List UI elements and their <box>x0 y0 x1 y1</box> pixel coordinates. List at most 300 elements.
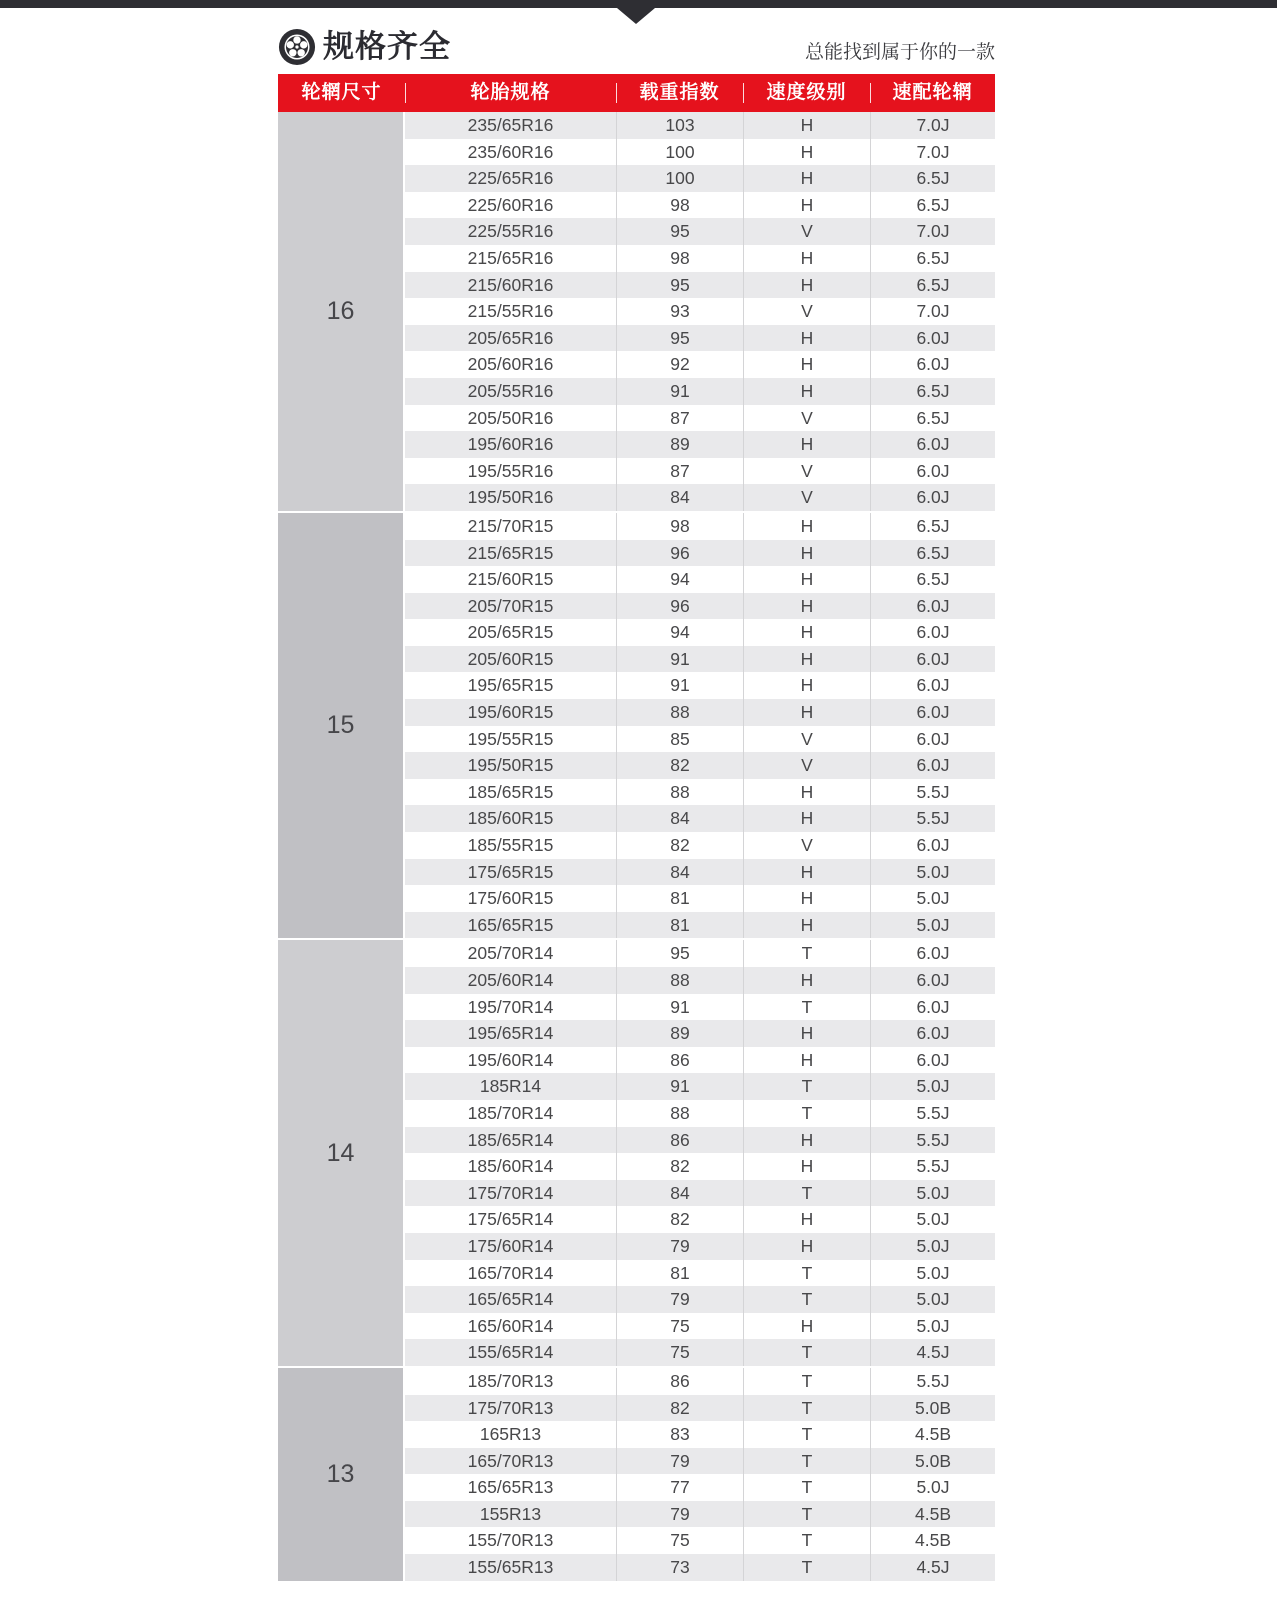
load-index-cell: 82 <box>616 752 743 779</box>
tire-spec-cell: 205/60R16 <box>467 354 554 375</box>
load-index-cell: 92 <box>616 351 743 378</box>
speed-rating-cell: H <box>743 192 870 219</box>
speed-rating-cell: H <box>743 672 870 699</box>
table-row <box>405 646 995 673</box>
column-header-speed-rating: 速度级别 <box>743 74 870 112</box>
speed-rating-cell: T <box>743 1554 870 1581</box>
matched-rim-cell: 6.0J <box>870 752 995 779</box>
matched-rim-cell: 4.5J <box>870 1554 995 1581</box>
tire-spec-cell: 185/60R15 <box>467 808 554 829</box>
section-title-block <box>278 27 451 67</box>
load-index-cell: 82 <box>616 832 743 859</box>
speed-rating-cell: H <box>743 805 870 832</box>
table-row <box>405 272 995 299</box>
table-row <box>405 859 995 886</box>
load-index-cell: 88 <box>616 699 743 726</box>
matched-rim-cell: 6.5J <box>870 378 995 405</box>
load-index-cell: 81 <box>616 885 743 912</box>
rim-size-group <box>278 940 995 1366</box>
load-index-cell: 86 <box>616 1368 743 1395</box>
tire-spec-cell: 205/70R14 <box>467 943 554 964</box>
tire-spec-cell: 235/65R16 <box>467 115 554 135</box>
load-index-cell: 75 <box>616 1313 743 1340</box>
rim-size-label: 15 <box>278 513 403 939</box>
table-row <box>405 1448 995 1475</box>
tire-spec-cell: 195/70R14 <box>467 996 554 1017</box>
speed-rating-cell: T <box>743 1421 870 1448</box>
load-index-cell: 95 <box>616 325 743 352</box>
speed-rating-cell: T <box>743 994 870 1021</box>
table-row <box>405 885 995 912</box>
tire-spec-cell: 215/60R15 <box>467 569 554 590</box>
matched-rim-cell: 7.0J <box>870 112 995 139</box>
matched-rim-cell: 6.0J <box>870 832 995 859</box>
spec-section <box>278 8 995 1581</box>
table-row <box>405 405 995 432</box>
tire-spec-cell: 155/65R13 <box>467 1557 554 1578</box>
table-row <box>405 1527 995 1554</box>
table-row <box>405 431 995 458</box>
load-index-cell: 88 <box>616 967 743 994</box>
load-index-cell: 85 <box>616 726 743 753</box>
table-row <box>405 1395 995 1422</box>
tire-spec-cell: 205/60R14 <box>467 970 554 990</box>
table-row <box>405 1100 995 1127</box>
table-row <box>405 484 995 511</box>
matched-rim-cell: 7.0J <box>870 218 995 245</box>
load-index-cell: 88 <box>616 779 743 806</box>
speed-rating-cell: T <box>743 1448 870 1475</box>
load-index-cell: 82 <box>616 1153 743 1180</box>
matched-rim-cell: 6.5J <box>870 405 995 432</box>
matched-rim-cell: 6.5J <box>870 192 995 219</box>
matched-rim-cell: 6.0J <box>870 726 995 753</box>
matched-rim-cell: 6.0J <box>870 1047 995 1074</box>
table-row <box>405 726 995 753</box>
speed-rating-cell: T <box>743 1501 870 1528</box>
table-row <box>405 192 995 219</box>
table-row <box>405 1020 995 1047</box>
speed-rating-cell: H <box>743 1020 870 1047</box>
matched-rim-cell: 6.5J <box>870 513 995 540</box>
load-index-cell: 75 <box>616 1339 743 1366</box>
speed-rating-cell: V <box>743 726 870 753</box>
matched-rim-cell: 5.5J <box>870 1368 995 1395</box>
table-row <box>405 805 995 832</box>
load-index-cell: 88 <box>616 1100 743 1127</box>
load-index-cell: 84 <box>616 484 743 511</box>
tire-spec-cell: 215/55R16 <box>467 301 554 322</box>
speed-rating-cell: T <box>743 1474 870 1501</box>
speed-rating-cell: T <box>743 1100 870 1127</box>
matched-rim-cell: 4.5J <box>870 1339 995 1366</box>
matched-rim-cell: 5.5J <box>870 1100 995 1127</box>
tire-spec-cell: 185/55R15 <box>467 835 554 856</box>
table-row <box>405 351 995 378</box>
rim-size-group <box>278 513 995 939</box>
load-index-cell: 98 <box>616 245 743 272</box>
tire-spec-cell: 205/70R15 <box>467 595 554 616</box>
speed-rating-cell: T <box>743 1339 870 1366</box>
matched-rim-cell: 5.0J <box>870 1313 995 1340</box>
matched-rim-cell: 6.0J <box>870 646 995 673</box>
table-row <box>405 1474 995 1501</box>
matched-rim-cell: 5.0B <box>870 1448 995 1475</box>
speed-rating-cell: H <box>743 912 870 939</box>
table-row <box>405 378 995 405</box>
load-index-cell: 100 <box>616 165 743 192</box>
matched-rim-cell: 6.5J <box>870 272 995 299</box>
table-row <box>405 1260 995 1287</box>
table-row <box>405 1501 995 1528</box>
load-index-cell: 79 <box>616 1286 743 1313</box>
table-row <box>405 1421 995 1448</box>
speed-rating-cell: H <box>743 351 870 378</box>
speed-rating-cell: H <box>743 1233 870 1260</box>
matched-rim-cell: 6.0J <box>870 994 995 1021</box>
matched-rim-cell: 5.0J <box>870 1180 995 1207</box>
table-header-row <box>278 74 995 112</box>
load-index-cell: 73 <box>616 1554 743 1581</box>
tire-spec-cell: 185/65R14 <box>467 1129 554 1150</box>
tire-spec-cell: 205/55R16 <box>467 380 554 401</box>
load-index-cell: 103 <box>616 112 743 139</box>
matched-rim-cell: 6.0J <box>870 458 995 485</box>
tire-spec-cell: 225/65R16 <box>467 168 554 189</box>
matched-rim-cell: 5.0J <box>870 1206 995 1233</box>
load-index-cell: 87 <box>616 405 743 432</box>
rim-size-label: 14 <box>278 940 403 1366</box>
rim-size-group <box>278 112 995 511</box>
tire-spec-cell: 195/60R15 <box>467 702 554 723</box>
tire-spec-cell: 175/65R15 <box>467 861 554 882</box>
column-header-tire-spec: 轮胎规格 <box>405 74 616 112</box>
speed-rating-cell: V <box>743 405 870 432</box>
load-index-cell: 83 <box>616 1421 743 1448</box>
matched-rim-cell: 7.0J <box>870 298 995 325</box>
load-index-cell: 94 <box>616 566 743 593</box>
table-row <box>405 994 995 1021</box>
tire-spec-cell: 215/65R15 <box>467 542 554 563</box>
section-subtitle: 总能找到属于你的一款 <box>804 42 995 63</box>
table-row <box>405 699 995 726</box>
speed-rating-cell: T <box>743 1073 870 1100</box>
matched-rim-cell: 6.0J <box>870 1020 995 1047</box>
speed-rating-cell: H <box>743 619 870 646</box>
table-row <box>405 752 995 779</box>
tire-spec-cell: 205/65R15 <box>467 622 554 643</box>
speed-rating-cell: V <box>743 484 870 511</box>
tire-spec-cell: 195/55R15 <box>467 728 554 749</box>
matched-rim-cell: 6.5J <box>870 540 995 567</box>
speed-rating-cell: H <box>743 967 870 994</box>
table-row <box>405 165 995 192</box>
table-row <box>405 139 995 166</box>
speed-rating-cell: H <box>743 885 870 912</box>
matched-rim-cell: 6.0J <box>870 484 995 511</box>
load-index-cell: 95 <box>616 940 743 967</box>
load-index-cell: 86 <box>616 1127 743 1154</box>
speed-rating-cell: V <box>743 752 870 779</box>
tire-spec-cell: 155/70R13 <box>467 1530 554 1551</box>
tire-spec-cell: 205/65R16 <box>467 327 554 348</box>
speed-rating-cell: T <box>743 1260 870 1287</box>
table-row <box>405 1180 995 1207</box>
column-header-load-index: 载重指数 <box>616 74 743 112</box>
section-header <box>278 27 995 67</box>
tire-spec-cell: 205/50R16 <box>467 407 554 428</box>
wheel-icon <box>278 28 316 66</box>
table-row <box>405 1313 995 1340</box>
speed-rating-cell: H <box>743 540 870 567</box>
load-index-cell: 75 <box>616 1527 743 1554</box>
matched-rim-cell: 6.0J <box>870 593 995 620</box>
matched-rim-cell: 6.5J <box>870 165 995 192</box>
speed-rating-cell: H <box>743 1206 870 1233</box>
load-index-cell: 77 <box>616 1474 743 1501</box>
table-row <box>405 566 995 593</box>
column-header-matched-rim: 速配轮辋 <box>870 74 995 112</box>
tire-spec-cell: 165/60R14 <box>467 1315 554 1336</box>
tire-spec-cell: 195/50R15 <box>467 755 554 776</box>
speed-rating-cell: T <box>743 940 870 967</box>
table-row <box>405 779 995 806</box>
group-rows <box>405 1368 995 1581</box>
load-index-cell: 93 <box>616 298 743 325</box>
tire-spec-cell: 215/65R16 <box>467 247 554 268</box>
matched-rim-cell: 5.0J <box>870 885 995 912</box>
table-row <box>405 1368 995 1395</box>
matched-rim-cell: 6.0J <box>870 940 995 967</box>
speed-rating-cell: H <box>743 779 870 806</box>
matched-rim-cell: 6.5J <box>870 245 995 272</box>
tire-spec-cell: 155/65R14 <box>467 1342 554 1363</box>
table-row <box>405 1047 995 1074</box>
speed-rating-cell: H <box>743 139 870 166</box>
tire-spec-cell: 225/60R16 <box>467 194 554 215</box>
load-index-cell: 98 <box>616 192 743 219</box>
table-row <box>405 832 995 859</box>
load-index-cell: 91 <box>616 672 743 699</box>
speed-rating-cell: H <box>743 245 870 272</box>
tire-spec-cell: 165R13 <box>479 1424 542 1445</box>
matched-rim-cell: 4.5B <box>870 1421 995 1448</box>
speed-rating-cell: H <box>743 112 870 139</box>
load-index-cell: 82 <box>616 1395 743 1422</box>
load-index-cell: 94 <box>616 619 743 646</box>
table-row <box>405 619 995 646</box>
speed-rating-cell: T <box>743 1180 870 1207</box>
tire-spec-cell: 175/65R14 <box>467 1209 554 1230</box>
tire-spec-cell: 185/60R14 <box>467 1156 554 1177</box>
matched-rim-cell: 5.0J <box>870 912 995 939</box>
load-index-cell: 84 <box>616 1180 743 1207</box>
table-row <box>405 1233 995 1260</box>
tire-spec-cell: 175/70R13 <box>467 1397 554 1418</box>
speed-rating-cell: H <box>743 165 870 192</box>
matched-rim-cell: 6.0J <box>870 325 995 352</box>
table-row <box>405 1153 995 1180</box>
tire-spec-cell: 195/50R16 <box>467 487 554 508</box>
matched-rim-cell: 6.0J <box>870 672 995 699</box>
table-row <box>405 1554 995 1581</box>
tire-spec-cell: 165/65R13 <box>467 1477 554 1498</box>
table-row <box>405 112 995 139</box>
tire-spec-cell: 195/60R16 <box>467 434 554 455</box>
table-row <box>405 540 995 567</box>
speed-rating-cell: H <box>743 325 870 352</box>
matched-rim-cell: 5.0J <box>870 859 995 886</box>
tire-spec-cell: 215/60R16 <box>467 274 554 295</box>
group-rows <box>405 112 995 511</box>
tire-spec-cell: 165/65R14 <box>467 1289 554 1310</box>
speed-rating-cell: H <box>743 378 870 405</box>
speed-rating-cell: H <box>743 1153 870 1180</box>
matched-rim-cell: 5.0J <box>870 1286 995 1313</box>
load-index-cell: 100 <box>616 139 743 166</box>
speed-rating-cell: H <box>743 431 870 458</box>
load-index-cell: 89 <box>616 431 743 458</box>
speed-rating-cell: H <box>743 859 870 886</box>
load-index-cell: 96 <box>616 593 743 620</box>
rim-size-label: 16 <box>278 112 403 511</box>
table-row <box>405 458 995 485</box>
load-index-cell: 84 <box>616 805 743 832</box>
load-index-cell: 87 <box>616 458 743 485</box>
rim-size-label: 13 <box>278 1368 403 1581</box>
top-dark-bar <box>0 0 1277 8</box>
load-index-cell: 79 <box>616 1501 743 1528</box>
rim-size-group <box>278 1368 995 1581</box>
speed-rating-cell: V <box>743 458 870 485</box>
table-row <box>405 1073 995 1100</box>
tire-spec-cell: 195/55R16 <box>467 460 554 481</box>
tire-spec-cell: 165/70R14 <box>467 1262 554 1283</box>
tire-spec-cell: 195/65R14 <box>467 1023 554 1044</box>
load-index-cell: 98 <box>616 513 743 540</box>
tire-spec-cell: 185/65R15 <box>467 781 554 802</box>
load-index-cell: 82 <box>616 1206 743 1233</box>
tire-spec-cell: 175/70R14 <box>467 1182 554 1203</box>
table-row <box>405 298 995 325</box>
matched-rim-cell: 6.5J <box>870 566 995 593</box>
table-row <box>405 967 995 994</box>
speed-rating-cell: V <box>743 218 870 245</box>
speed-rating-cell: V <box>743 298 870 325</box>
load-index-cell: 81 <box>616 912 743 939</box>
matched-rim-cell: 5.5J <box>870 1127 995 1154</box>
tire-spec-cell: 185R14 <box>479 1076 542 1097</box>
speed-rating-cell: H <box>743 1047 870 1074</box>
tire-spec-cell: 165/70R13 <box>467 1450 554 1471</box>
tire-spec-cell: 165/65R15 <box>467 914 554 935</box>
speed-rating-cell: H <box>743 1127 870 1154</box>
load-index-cell: 89 <box>616 1020 743 1047</box>
matched-rim-cell: 5.5J <box>870 805 995 832</box>
matched-rim-cell: 4.5B <box>870 1527 995 1554</box>
matched-rim-cell: 5.5J <box>870 1153 995 1180</box>
speed-rating-cell: H <box>743 646 870 673</box>
load-index-cell: 91 <box>616 1073 743 1100</box>
table-row <box>405 1127 995 1154</box>
matched-rim-cell: 5.0J <box>870 1260 995 1287</box>
matched-rim-cell: 6.0J <box>870 967 995 994</box>
matched-rim-cell: 6.0J <box>870 699 995 726</box>
table-row <box>405 672 995 699</box>
matched-rim-cell: 6.0J <box>870 431 995 458</box>
speed-rating-cell: H <box>743 1313 870 1340</box>
tire-spec-cell: 225/55R16 <box>467 221 554 242</box>
tire-spec-cell: 185/70R14 <box>467 1102 554 1123</box>
table-row <box>405 218 995 245</box>
speed-rating-cell: V <box>743 832 870 859</box>
load-index-cell: 84 <box>616 859 743 886</box>
tire-spec-cell: 205/60R15 <box>467 648 554 669</box>
table-body <box>278 112 995 1581</box>
page-title: 规格齐全 <box>323 29 451 64</box>
matched-rim-cell: 5.0J <box>870 1233 995 1260</box>
tire-spec-cell: 175/60R14 <box>467 1235 554 1256</box>
speed-rating-cell: H <box>743 593 870 620</box>
matched-rim-cell: 6.0J <box>870 351 995 378</box>
load-index-cell: 81 <box>616 1260 743 1287</box>
tire-spec-cell: 215/70R15 <box>467 515 554 536</box>
table-row <box>405 593 995 620</box>
load-index-cell: 79 <box>616 1448 743 1475</box>
speed-rating-cell: H <box>743 272 870 299</box>
tire-spec-cell: 185/70R13 <box>467 1370 554 1391</box>
speed-rating-cell: H <box>743 566 870 593</box>
matched-rim-cell: 5.0B <box>870 1395 995 1422</box>
tire-spec-cell: 235/60R16 <box>467 141 554 162</box>
load-index-cell: 79 <box>616 1233 743 1260</box>
table-row <box>405 940 995 967</box>
table-row <box>405 1206 995 1233</box>
speed-rating-cell: H <box>743 513 870 540</box>
load-index-cell: 91 <box>616 646 743 673</box>
tire-spec-cell: 195/65R15 <box>467 675 554 696</box>
table-row <box>405 1339 995 1366</box>
load-index-cell: 91 <box>616 994 743 1021</box>
table-row <box>405 912 995 939</box>
load-index-cell: 96 <box>616 540 743 567</box>
load-index-cell: 95 <box>616 218 743 245</box>
tire-spec-cell: 175/60R15 <box>467 888 554 909</box>
matched-rim-cell: 5.0J <box>870 1474 995 1501</box>
matched-rim-cell: 6.0J <box>870 619 995 646</box>
speed-rating-cell: T <box>743 1368 870 1395</box>
speed-rating-cell: H <box>743 699 870 726</box>
table-row <box>405 513 995 540</box>
table-row <box>405 245 995 272</box>
table-row <box>405 325 995 352</box>
tire-spec-cell: 155R13 <box>479 1503 542 1524</box>
speed-rating-cell: T <box>743 1286 870 1313</box>
load-index-cell: 91 <box>616 378 743 405</box>
speed-rating-cell: T <box>743 1395 870 1422</box>
load-index-cell: 86 <box>616 1047 743 1074</box>
speed-rating-cell: T <box>743 1527 870 1554</box>
group-rows <box>405 513 995 939</box>
group-rows <box>405 940 995 1366</box>
column-header-rim-size: 轮辋尺寸 <box>301 82 382 103</box>
load-index-cell: 95 <box>616 272 743 299</box>
matched-rim-cell: 4.5B <box>870 1501 995 1528</box>
matched-rim-cell: 5.0J <box>870 1073 995 1100</box>
tire-spec-cell: 195/60R14 <box>467 1049 554 1070</box>
matched-rim-cell: 7.0J <box>870 139 995 166</box>
table-row <box>405 1286 995 1313</box>
